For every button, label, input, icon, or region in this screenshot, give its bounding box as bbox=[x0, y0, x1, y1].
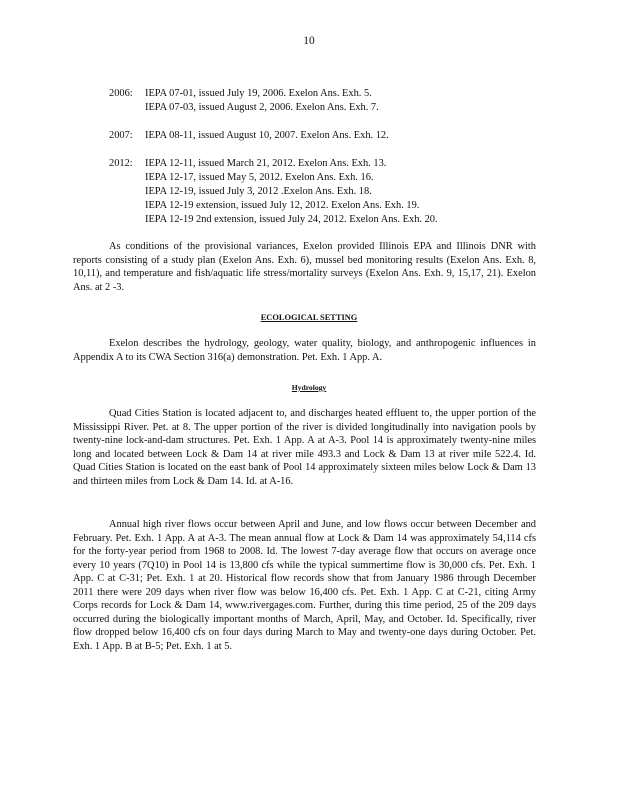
ecological-setting-heading-text: ECOLOGICAL SETTING bbox=[260, 313, 358, 322]
conditions-paragraph bbox=[73, 240, 536, 294]
permit-year-2006: 2006: bbox=[109, 88, 133, 99]
permit-entry: IEPA 12-11, issued March 21, 2012. Exelon Ans. Exh. 13. bbox=[145, 158, 387, 169]
permit-entry: IEPA 08-11, issued August 10, 2007. Exelon Ans. Exh. 12. bbox=[145, 130, 389, 141]
permit-entry: IEPA 07-03, issued August 2, 2006. Exelon Ans. Exh. 7. bbox=[145, 102, 379, 113]
ecological-paragraph bbox=[73, 337, 536, 364]
permit-year-2012: 2012: bbox=[109, 158, 133, 169]
permit-year-2007: 2007: bbox=[109, 130, 133, 141]
permit-entry: IEPA 07-01, issued July 19, 2006. Exelon Ans. Exh. 5. bbox=[145, 88, 372, 99]
permit-entry: IEPA 12-17, issued May 5, 2012. Exelon Ans. Exh. 16. bbox=[145, 172, 374, 183]
hydrology-paragraph-1 bbox=[73, 407, 536, 488]
hydrology-heading bbox=[0, 381, 618, 395]
hydrology-text-1: Quad Cities Station is located adjacent to, and discharges heated effluent to, the upper portion of the Mississippi River. Pet. at 8. The upper portion of the river is divided longitudinally into navigation pools by twenty-nine lock-and-dam structures. Pet. Exh. 1 App. A at A-3. Pool 14 is approximately twenty-nine miles long and located between Lock & Dam 14 at river mile 493.3 and Lock & Dam 13 at river mile 522.4. Id. Quad Cities Station is located on the east bank of Pool 14 approximately sixteen miles below Lock & Dam 13 and thirteen miles from Lock & Dam 14. Id. at A-16. bbox=[73, 408, 536, 487]
hydrology-text-2: Annual high river flows occur between April and June, and low flows occur between December and February. Pet. Exh. 1 App. A at A-3. The mean annual flow at Lock & Dam 14 was approximately 54,114 cfs for the forty-year period from 1968 to 2008. Id. The lowest 7-day average flow that occurs on average once every 10 years (7Q10) in Pool 14 is 13,800 cfs while the typical summertime flow is 30,000 cfs. Pet. Exh. 1 App. C at C-31; Pet. Exh. 1 at 20. Historical flow records show that from January 1986 through December 2011 there were 209 days when river flow was below 16,400 cfs. Pet. Exh. 1 App. C at C-21, citing Army Corps records for Lock & Dam 14, www.rivergages.com. Further, during this time period, 25 of the 209 days occurred during the biologically important months of March, April, May, and October. Id. Specifically, river flow dropped below 16,400 cfs on four days during March to May and twenty-one days during October. Pet. Exh. 1 App. B at B-5; Pet. Exh. 1 at 5. bbox=[73, 519, 536, 652]
ecological-text: Exelon describes the hydrology, geology, water quality, biology, and anthropogenic influences in Appendix A to its CWA Section 316(a) demonstration. Pet. Exh. 1 App. A. bbox=[73, 338, 536, 363]
hydrology-paragraph-2 bbox=[73, 518, 536, 653]
hydrology-heading-text: Hydrology bbox=[291, 383, 327, 392]
conditions-text: As conditions of the provisional variances, Exelon provided Illinois EPA and Illinois DNR with reports consisting of a study plan (Exelon Ans. Exh. 6), mussel bed monitoring results (Exelon Ans. Exh. 8, 10,11), and temperature and fish/aquatic life stress/mortality surveys (Exelon Ans. Exh. 9, 15,17, 21). Exelon Ans. at 2 -3. bbox=[73, 241, 536, 293]
permit-entry: IEPA 12-19 2nd extension, issued July 24, 2012. Exelon Ans. Exh. 20. bbox=[145, 214, 438, 225]
ecological-setting-heading bbox=[0, 311, 618, 325]
permit-entry: IEPA 12-19 extension, issued July 12, 2012. Exelon Ans. Exh. 19. bbox=[145, 200, 420, 211]
page-number: 10 bbox=[303, 35, 315, 47]
permit-entry: IEPA 12-19, issued July 3, 2012 .Exelon Ans. Exh. 18. bbox=[145, 186, 372, 197]
